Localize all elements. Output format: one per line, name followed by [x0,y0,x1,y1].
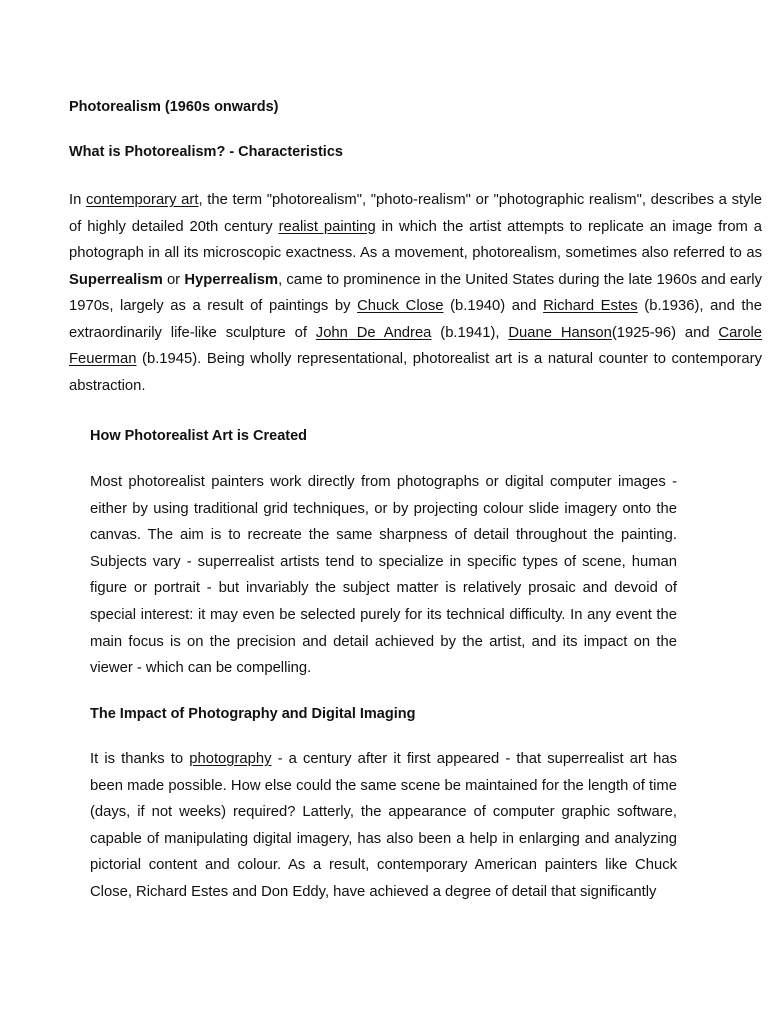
paragraph-text: - a century after it first appeared - that superrealist art has been made possible. How else could the same scene be maintained for the length of time (days, if not weeks) required? Latterly, the appearance of computer graphic software, capable of manipulating digital imagery, has also been a help in enlarging and analyzing pictorial content and colour. As a result, contemporary American painters like Chuck Close, Richard Estes and Don Eddy, have achieved a degree of detail that significantly [90,751,677,900]
link-carole-feuerman[interactable]: Carole Feuerman [69,324,763,367]
intro-text: in which the artist attempts to replicate an image from a photograph in all its microscopic exactness. As a movement, photorealism, sometimes also referred to as [69,218,762,261]
term-superrealism: Superrealism [69,271,163,288]
section-heading-how-created: How Photorealist Art is Created [90,428,308,444]
link-photography[interactable]: photography [189,751,272,767]
section-heading-characteristics: What is Photorealism? - Characteristics [69,144,343,160]
term-hyperrealism: Hyperrealism [184,271,279,288]
intro-text: (b.1936), and the extraordinarily life-like sculpture of [69,298,762,341]
intro-text: (b.1945). Being wholly representational, photorealist art is a natural counter to contemporary abstraction. [69,351,762,394]
intro-text: In [69,192,87,208]
link-chuck-close[interactable]: Chuck Close [357,298,444,314]
how-created-paragraph: Most photorealist painters work directly from photographs or digital computer images - either by using traditional grid techniques, or by projecting colour slide imagery onto the canvas. The aim is to recreate the same sharpness of detail throughout the painting. Subjects vary - superrealist artists tend to specialize in specific types of scene, human figure or portrait - but invariably the subject matter is relatively prosaic and devoid of special interest: it may even be selected purely for its technical difficulty. In any event the main focus is on the precision and detail achieved by the artist, and its impact on the viewer - which can be compelling. [90,474,677,677]
intro-paragraph [69,187,762,399]
link-contemporary-art[interactable]: contemporary art [86,192,199,208]
link-duane-hanson[interactable]: Duane Hanson [508,324,612,341]
link-richard-estes[interactable]: Richard Estes [543,298,638,314]
page-title: Photorealism (1960s onwards) [69,99,279,115]
link-john-de-andrea[interactable]: John De Andrea [315,324,432,341]
paragraph-text: It is thanks to [90,751,190,767]
intro-text: , the term "photorealism", "photo-realism" or "photographic realism", describes a style of highly detailed 20th century [69,192,763,235]
link-realist-painting[interactable]: realist painting [278,218,376,235]
section-heading-photography-impact: The Impact of Photography and Digital Imaging [90,706,416,722]
intro-text: (b.1941), [431,324,509,341]
photography-impact-paragraph [90,746,677,906]
intro-text: (1925-96) and [611,324,719,341]
intro-text: (b.1940) and [443,298,544,314]
intro-text: , came to prominence in the United States during the late 1960s and early 1970s, largely as a result of paintings by [69,271,762,314]
intro-text: or [162,271,185,288]
